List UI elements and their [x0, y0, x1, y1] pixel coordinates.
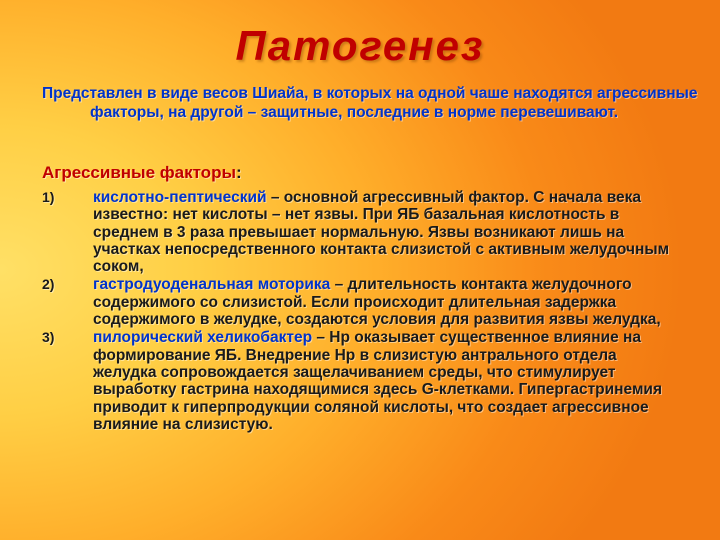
- list-item-text: – Нр оказывает существенное влияние на формирование ЯБ. Внедрение Нр в слизистую антрального отдела желудка сопровождается защелачиванием среды, что стимулирует выработку гастрина находящимися здесь G-клетками. Гипергастринемия приводит к гиперпродукции соляной кислоты, что создает агрессивное влияние на слизистую.: [93, 329, 662, 433]
- factors-heading-colon: :: [235, 163, 242, 182]
- list-item-term: гастродуоденальная моторика: [93, 276, 331, 294]
- intro-paragraph: Представлен в виде весов Шиайа, в которых на одной чаше находятся агрессивные факторы, на другой – защитные, последние в норме перевешивают.: [42, 85, 698, 121]
- factors-heading-label: Агрессивные факторы: [42, 163, 236, 182]
- slide-title: Патогенез: [235, 22, 485, 69]
- list-item-number: 1): [42, 189, 55, 205]
- list-item-text: – длительность контакта желудочного содержимого со слизистой. Если происходит длительная задержка содержимого в желудке, создаются условия для развития язвы желудка,: [93, 276, 661, 329]
- list-item: [42, 189, 682, 275]
- list-item-number: 3): [42, 329, 55, 346]
- factors-list: [42, 189, 682, 433]
- list-item: [42, 276, 682, 328]
- list-item-term: кислотно-пептический: [93, 189, 267, 206]
- list-item-number: 2): [42, 276, 55, 293]
- factors-heading: [42, 163, 242, 183]
- list-item: [42, 329, 682, 433]
- list-item-text: – основной агрессивный фактор. С начала века известно: нет кислоты – нет язвы. При ЯБ базальная кислотность в среднем в 3 раза превышает нормальную. Язвы возникают лишь на участках непосредственного контакта слизистой с активным желудочным соком,: [93, 189, 670, 276]
- list-item-term: пилорический хеликобактер: [93, 329, 313, 347]
